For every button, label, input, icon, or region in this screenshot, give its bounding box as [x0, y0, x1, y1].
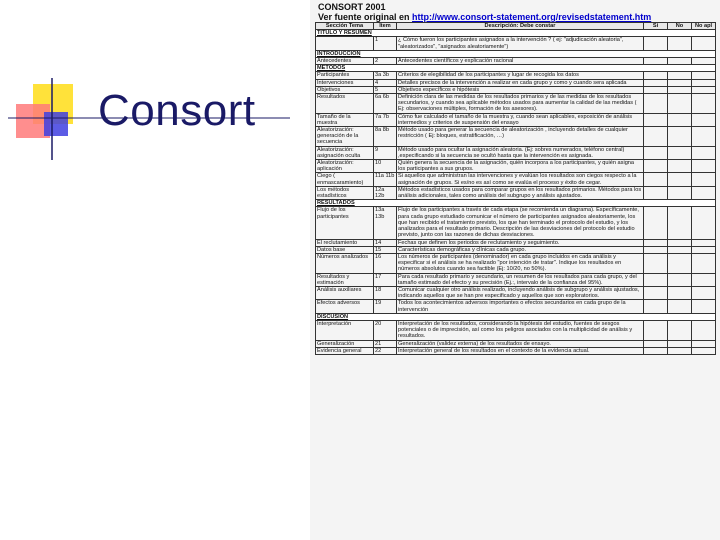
cell-tema: Efectos adversos	[316, 300, 374, 313]
checkbox-cell-no[interactable]	[668, 340, 692, 347]
table-row	[316, 94, 716, 114]
checkbox-cell-noapl[interactable]	[692, 300, 716, 313]
checkbox-cell-no[interactable]	[668, 207, 692, 239]
table-row	[316, 160, 716, 173]
checkbox-cell-si[interactable]	[644, 86, 668, 93]
checkbox-cell-noapl[interactable]	[692, 146, 716, 159]
section-label: INTRODUCCION	[316, 50, 716, 57]
column-header: No	[668, 23, 692, 30]
checkbox-cell-si[interactable]	[644, 347, 668, 354]
cell-item: 22	[374, 347, 397, 354]
checkbox-cell-si[interactable]	[644, 58, 668, 65]
checkbox-cell-si[interactable]	[644, 173, 668, 186]
checkbox-cell-si[interactable]	[644, 72, 668, 79]
checkbox-cell-noapl[interactable]	[692, 186, 716, 199]
checkbox-cell-noapl[interactable]	[692, 160, 716, 173]
checkbox-cell-noapl[interactable]	[692, 320, 716, 340]
checkbox-cell-si[interactable]	[644, 94, 668, 114]
table-section-row	[316, 200, 716, 207]
checkbox-cell-no[interactable]	[668, 300, 692, 313]
cell-tema	[316, 37, 374, 50]
checkbox-cell-si[interactable]	[644, 160, 668, 173]
checkbox-cell-noapl[interactable]	[692, 94, 716, 114]
checkbox-cell-noapl[interactable]	[692, 347, 716, 354]
logo-blue-square	[44, 112, 68, 136]
cell-desc: Características demográficas y clínicas cada grupo.	[397, 246, 644, 253]
table-row	[316, 320, 716, 340]
checkbox-cell-si[interactable]	[644, 253, 668, 273]
table-row	[316, 253, 716, 273]
cell-item: 4	[374, 79, 397, 86]
cell-desc: Interpretación general de los resultados en el contexto de la evidencia actual.	[397, 347, 644, 354]
checkbox-cell-si[interactable]	[644, 239, 668, 246]
checkbox-cell-no[interactable]	[668, 127, 692, 147]
checkbox-cell-no[interactable]	[668, 246, 692, 253]
checkbox-cell-no[interactable]	[668, 160, 692, 173]
table-row	[316, 246, 716, 253]
checkbox-cell-noapl[interactable]	[692, 239, 716, 246]
consort-checklist-table	[315, 22, 716, 355]
checkbox-cell-noapl[interactable]	[692, 113, 716, 126]
checkbox-cell-no[interactable]	[668, 37, 692, 50]
checkbox-cell-si[interactable]	[644, 340, 668, 347]
cell-tema: Análisis auxiliares	[316, 286, 374, 299]
table-row	[316, 239, 716, 246]
table-row	[316, 186, 716, 199]
checkbox-cell-noapl[interactable]	[692, 253, 716, 273]
column-header: Sección Tema	[316, 23, 374, 30]
table-row	[316, 286, 716, 299]
cell-item: 7a 7b	[374, 113, 397, 126]
checkbox-cell-si[interactable]	[644, 286, 668, 299]
cell-desc: Interpretación de los resultados, considerando la hipótesis del estudio, fuentes de sesgos potenciales o de imprecisión, así como los peligros asociados con la multiplicidad de análisis y resultados.	[397, 320, 644, 340]
column-header: Si	[644, 23, 668, 30]
table-row	[316, 300, 716, 313]
cell-item: 20	[374, 320, 397, 340]
checkbox-cell-noapl[interactable]	[692, 79, 716, 86]
cell-tema: Participantes	[316, 72, 374, 79]
cell-item: 16	[374, 253, 397, 273]
cell-desc: Generalización (validez externa) de los resultados de ensayo.	[397, 340, 644, 347]
checkbox-cell-no[interactable]	[668, 253, 692, 273]
cell-tema: Resultados y estimación	[316, 273, 374, 286]
cell-item: 15	[374, 246, 397, 253]
cell-tema: Generalización	[316, 340, 374, 347]
table-body	[316, 30, 716, 355]
cell-desc: Cómo fue calculado el tamaño de la muestra y, cuando sean aplicables, exposición de análisis intermedios y criterios de suspensión del ensayo	[397, 113, 644, 126]
cell-tema: Aleatorización: aplicación	[316, 160, 374, 173]
cell-tema: Datos base	[316, 246, 374, 253]
document-source-prefix: Ver fuente original en	[318, 12, 410, 22]
checkbox-cell-noapl[interactable]	[692, 173, 716, 186]
cell-desc: Para cada resultado primario y secundario, un resumen de los resultados para cada grupo, y del tamaño estimado del efecto y su precisión (Ej.:, intervalo de la confianza del 95%).	[397, 273, 644, 286]
cell-tema: Evidencia general	[316, 347, 374, 354]
checkbox-cell-no[interactable]	[668, 113, 692, 126]
checkbox-cell-no[interactable]	[668, 347, 692, 354]
document-source	[318, 12, 718, 22]
cell-tema: El reclutamiento	[316, 239, 374, 246]
cell-tema: Tamaño de la muestra	[316, 113, 374, 126]
checkbox-cell-no[interactable]	[668, 186, 692, 199]
cell-desc: Antecedentes científicos y explicación racional	[397, 58, 644, 65]
cell-tema: Flujo de los participantes	[316, 207, 374, 239]
column-header: Descripción: Debe constar	[397, 23, 644, 30]
table-row	[316, 37, 716, 50]
section-label: DISCUSIÓN	[316, 313, 716, 320]
cell-desc: Método usado para generar la secuencia de aleatorización , incluyendo detalles de cualquier restricción ( Ej: bloques, estratificación, …)	[397, 127, 644, 147]
table-row	[316, 347, 716, 354]
cell-tema: Aleatorización: generación de la secuencia	[316, 127, 374, 147]
cell-desc: Todos los acontecimientos adversos importantes o efectos secundarios en cada grupo de la intervención	[397, 300, 644, 313]
section-label: RESULTADOS	[316, 200, 716, 207]
table-section-row	[316, 30, 716, 37]
cell-tema: Resultados	[316, 94, 374, 114]
table-row	[316, 72, 716, 79]
cell-item: 17	[374, 273, 397, 286]
checkbox-cell-si[interactable]	[644, 273, 668, 286]
column-header: No apl	[692, 23, 716, 30]
checkbox-cell-si[interactable]	[644, 246, 668, 253]
checkbox-cell-no[interactable]	[668, 146, 692, 159]
table-row	[316, 340, 716, 347]
cell-desc: Los números de participantes (denominador) en cada grupo incluidos en cada análisis y especificar si el análisis se ha realizado "por intención de tratar". Indique los resultados en números absolutos cuando sea factible (Ej: 10/20, no 50%).	[397, 253, 644, 273]
table-row	[316, 273, 716, 286]
checkbox-cell-noapl[interactable]	[692, 286, 716, 299]
cell-desc: Flujo de los participantes a través de cada etapa (se recomienda un diagrama). Específicamente, para cada grupo estudiado comunicar el número de participantes asignados aleatoriamente, los que han recibido el tratamiento previsto, los que han terminado el protocolo del estudio, y los analizados para el resultado primario. Descripción de las desviaciones del protocolo del estudio previsto, junto con las razones de dichas desviaciones.	[397, 207, 644, 239]
checkbox-cell-noapl[interactable]	[692, 72, 716, 79]
checkbox-cell-si[interactable]	[644, 300, 668, 313]
document-source-link[interactable]: http://www.consort-statement.org/revisedstatement.htm	[412, 12, 652, 22]
cell-tema: Objetivos	[316, 86, 374, 93]
document-heading: CONSORT 2001	[318, 2, 386, 12]
checkbox-cell-no[interactable]	[668, 86, 692, 93]
section-label: METODOS	[316, 65, 716, 72]
table-row	[316, 173, 716, 186]
cell-tema: Interpretación	[316, 320, 374, 340]
table-section-row	[316, 50, 716, 57]
checkbox-cell-si[interactable]	[644, 207, 668, 239]
cell-desc: ¿ Cómo fueron los participantes asignados a la intervención ? ( ej: "adjudicación aleatoria", "aleatorizados", "asignados aleatoriamente")	[397, 37, 644, 50]
column-header: Item	[374, 23, 397, 30]
cell-desc: Objetivos específicos e hipótesis	[397, 86, 644, 93]
checkbox-cell-no[interactable]	[668, 320, 692, 340]
table-row	[316, 79, 716, 86]
cell-item: 18	[374, 286, 397, 299]
cell-desc: Comunicar cualquier otro análisis realizado, incluyendo análisis de subgrupo y análisis ajustados, indicando aquellos que se han pre especificado y aquellos que son exploratorios.	[397, 286, 644, 299]
cell-desc: Método usado para ocultar la asignación aleatoria. (Ej: sobres numerados, teléfono central) ,especificando si la secuencia se ocultó hasta que la intervención es asignada.	[397, 146, 644, 159]
cell-item: 1	[374, 37, 397, 50]
cell-desc: Criterios de elegibilidad de los participantes y lugar de recogida los datos	[397, 72, 644, 79]
checkbox-cell-no[interactable]	[668, 173, 692, 186]
cell-tema: Intervenciones	[316, 79, 374, 86]
document-header	[318, 2, 718, 22]
table-row	[316, 127, 716, 147]
checkbox-cell-si[interactable]	[644, 113, 668, 126]
cell-desc: Métodos estadísticos usados para comparar grupos en los resultados primarios. Métodos para los análisis adicionales, tales como análisis del subgrupo y análisis ajustados.	[397, 186, 644, 199]
table-row	[316, 146, 716, 159]
checkbox-cell-noapl[interactable]	[692, 207, 716, 239]
consort-document-scan	[310, 0, 720, 540]
cell-item: 10	[374, 160, 397, 173]
cell-desc: Fechas que definen los periodos de reclutamiento y seguimiento.	[397, 239, 644, 246]
table-row	[316, 113, 716, 126]
cell-item: 14	[374, 239, 397, 246]
checkbox-cell-si[interactable]	[644, 127, 668, 147]
checkbox-cell-noapl[interactable]	[692, 58, 716, 65]
cell-tema: Ciego ( enmascaramiento)	[316, 173, 374, 186]
cell-item: 3a 3b	[374, 72, 397, 79]
checkbox-cell-noapl[interactable]	[692, 127, 716, 147]
checkbox-cell-noapl[interactable]	[692, 86, 716, 93]
cell-desc: Definición clara de las medidas de los resultados primarios y de las medidas de los resultados secundarios, y cuando sea aplicable métodos usados para aumentar la calidad de las medidas ( Ej: observaciones múltiples, formación de los asesores).	[397, 94, 644, 114]
checkbox-cell-si[interactable]	[644, 79, 668, 86]
cell-desc: Quién genera la secuencia de la asignación, quién incorpora a los participantes, y quién asigna los participantes a sus grupos.	[397, 160, 644, 173]
cell-tema: Los métodos estadísticos	[316, 186, 374, 199]
cell-tema: Números analizados	[316, 253, 374, 273]
checkbox-cell-no[interactable]	[668, 273, 692, 286]
table-section-row	[316, 65, 716, 72]
cell-item: 13a 13b	[374, 207, 397, 239]
cell-item: 21	[374, 340, 397, 347]
table-row	[316, 86, 716, 93]
checkbox-cell-si[interactable]	[644, 37, 668, 50]
table-header-row	[316, 23, 716, 30]
cell-item: 11a 11b	[374, 173, 397, 186]
cell-item: 12a 12b	[374, 186, 397, 199]
cell-desc: Detalles precisos de la intervención a realizar en cada grupo y como y cuando sera aplicada	[397, 79, 644, 86]
table-row	[316, 58, 716, 65]
cell-item: 6a 6b	[374, 94, 397, 114]
checkbox-cell-noapl[interactable]	[692, 37, 716, 50]
checkbox-cell-no[interactable]	[668, 239, 692, 246]
cell-item: 2	[374, 58, 397, 65]
cell-item: 9	[374, 146, 397, 159]
checkbox-cell-noapl[interactable]	[692, 340, 716, 347]
checkbox-cell-no[interactable]	[668, 58, 692, 65]
cell-desc: Si aquellos que administran las intervenciones y evalúan los resultados son ciegos respecto a la asignación de grupos. Si es/no es así como se evalúa el proceso y éxito de cegar.	[397, 173, 644, 186]
checkbox-cell-no[interactable]	[668, 286, 692, 299]
cell-item: 19	[374, 300, 397, 313]
checkbox-cell-no[interactable]	[668, 79, 692, 86]
checkbox-cell-si[interactable]	[644, 146, 668, 159]
cell-item: 8a 8b	[374, 127, 397, 147]
checkbox-cell-noapl[interactable]	[692, 246, 716, 253]
cell-item: 5	[374, 86, 397, 93]
table-row	[316, 207, 716, 239]
table-section-row	[316, 313, 716, 320]
cell-tema: Aleatorización: asignación oculta	[316, 146, 374, 159]
cell-tema: Antecedentes	[316, 58, 374, 65]
section-label: TITULO Y RESUMEN	[316, 30, 716, 37]
checkbox-cell-si[interactable]	[644, 186, 668, 199]
checkbox-cell-no[interactable]	[668, 72, 692, 79]
slide-title: Consort	[98, 86, 256, 135]
checkbox-cell-noapl[interactable]	[692, 273, 716, 286]
checkbox-cell-si[interactable]	[644, 320, 668, 340]
checkbox-cell-no[interactable]	[668, 94, 692, 114]
